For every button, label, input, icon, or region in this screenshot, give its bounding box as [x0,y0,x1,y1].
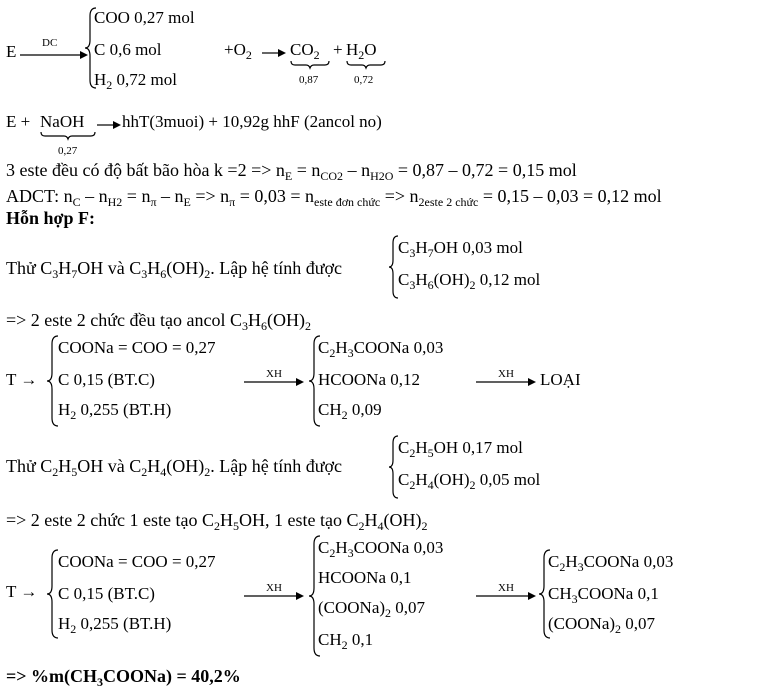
xh-label-4: XH [498,582,514,594]
xh-label-1: XH [266,368,282,380]
t1-row-coona: COONa = COO = 0,27 [58,338,216,357]
t2-m-oxalate: $(COONa)_2$ 0,07 [318,598,426,620]
t2-m-c2h3coona: $C_2H_3COONa$ 0,03 [318,538,444,560]
c2h5oh-row: $C_2H_5OH$ 0,17 mol [398,438,523,460]
product-h2o: $H_2O$ [346,40,377,62]
line-ne: 3 este đều có độ bất bão hòa $k =2 => n_E = n_{CO2} - n_{H2O} = 0,87 - 0,72 = 0,15$ mol [6,160,577,183]
arrow-label-dc: DC [42,37,58,49]
co2-value: 0,87 [299,74,319,86]
line-adct: ADCT: $n_C - n_{H2} = n_\pi - n_E => n_\pi = 0,03 = n_{este đơn chức} => n_{2este 2 chức} = 0,15 - 0,03 = 0,12$ mol [6,186,662,209]
e-row-h2: $H_2$ 0,72 mol [94,70,177,92]
co2-underbrace [290,60,330,68]
e-row-coo: COO 0,27 mol [94,8,195,27]
plus-o2: $+O_2$ [224,40,252,62]
naoh-underbrace [40,131,96,139]
product-co2: $CO_2$ [290,40,320,62]
xh-label-2: XH [498,368,514,380]
result-rejected: LOẠI [540,370,581,389]
t2-f-ch3coona: $CH_3COONa$ 0,1 [548,584,659,606]
xh-label-3: XH [266,582,282,594]
plus-sign: + [333,40,343,59]
final-answer: => $\%m(CH_3COONa) = 40,2\%$ [6,666,241,689]
naoh-products: hhT(3muoi) + 10,92g hhF (2ancol no) [122,112,382,131]
t1-m-ch2: $CH_2$ 0,09 [318,400,382,422]
h2o-value: 0,72 [354,74,374,86]
t1-row-h2: $H_2$ 0,255 (BT.H) [58,400,172,422]
try-c3: Thử $C_3H_7OH$ và $C_3H_6(OH)_2$. Lập hệ tính được [6,258,343,281]
h2o-underbrace [346,60,386,68]
t-label-1: T → [6,370,38,389]
t2-m-hcoona: HCOONa 0,1 [318,568,412,587]
try-c2: Thử $C_2H_5OH$ và $C_2H_4(OH)_2$. Lập hệ tính được [6,456,343,479]
t1-row-c: C 0,15 (BT.C) [58,370,155,389]
naoh-value: 0,27 [58,145,78,157]
t2-f-c2h3coona: $C_2H_3COONa$ 0,03 [548,552,674,574]
t1-m-hcoona: HCOONa 0,12 [318,370,420,389]
conclusion-c3: => 2 este 2 chức đều tạo ancol $C_3H_6(OH)_2$ [6,310,311,333]
t2-row-coona: COONa = COO = 0,27 [58,552,216,571]
t1-m-c2h3coona: $C_2H_3COONa$ 0,03 [318,338,444,360]
t2-row-c: C 0,15 (BT.C) [58,584,155,603]
t2-m-ch2: $CH_2$ 0,1 [318,630,374,652]
t2-f-oxalate: $(COONa)_2$ 0,07 [548,614,656,636]
conclusion-c2: => 2 este 2 chức 1 este tạo $C_2H_5OH$, 1 este tạo $C_2H_4(OH)_2$ [6,510,428,533]
t-label-2: T → [6,582,38,601]
naoh-lhs: E + [6,112,31,131]
e-row-c: C 0,6 mol [94,40,162,59]
c3h7oh-row: $C_3H_7OH$ 0,03 mol [398,238,523,260]
c2h4oh2-row: $C_2H_4(OH)_2$ 0,05 mol [398,470,541,492]
heading-mixture-f: Hỗn hợp F: [6,208,95,228]
reactant-e: E [6,42,17,61]
t2-row-h2: $H_2$ 0,255 (BT.H) [58,614,172,636]
naoh: NaOH [40,112,85,131]
c3h6oh2-row: $C_3H_6(OH)_2$ 0,12 mol [398,270,541,292]
arrow-combustion [262,44,292,64]
